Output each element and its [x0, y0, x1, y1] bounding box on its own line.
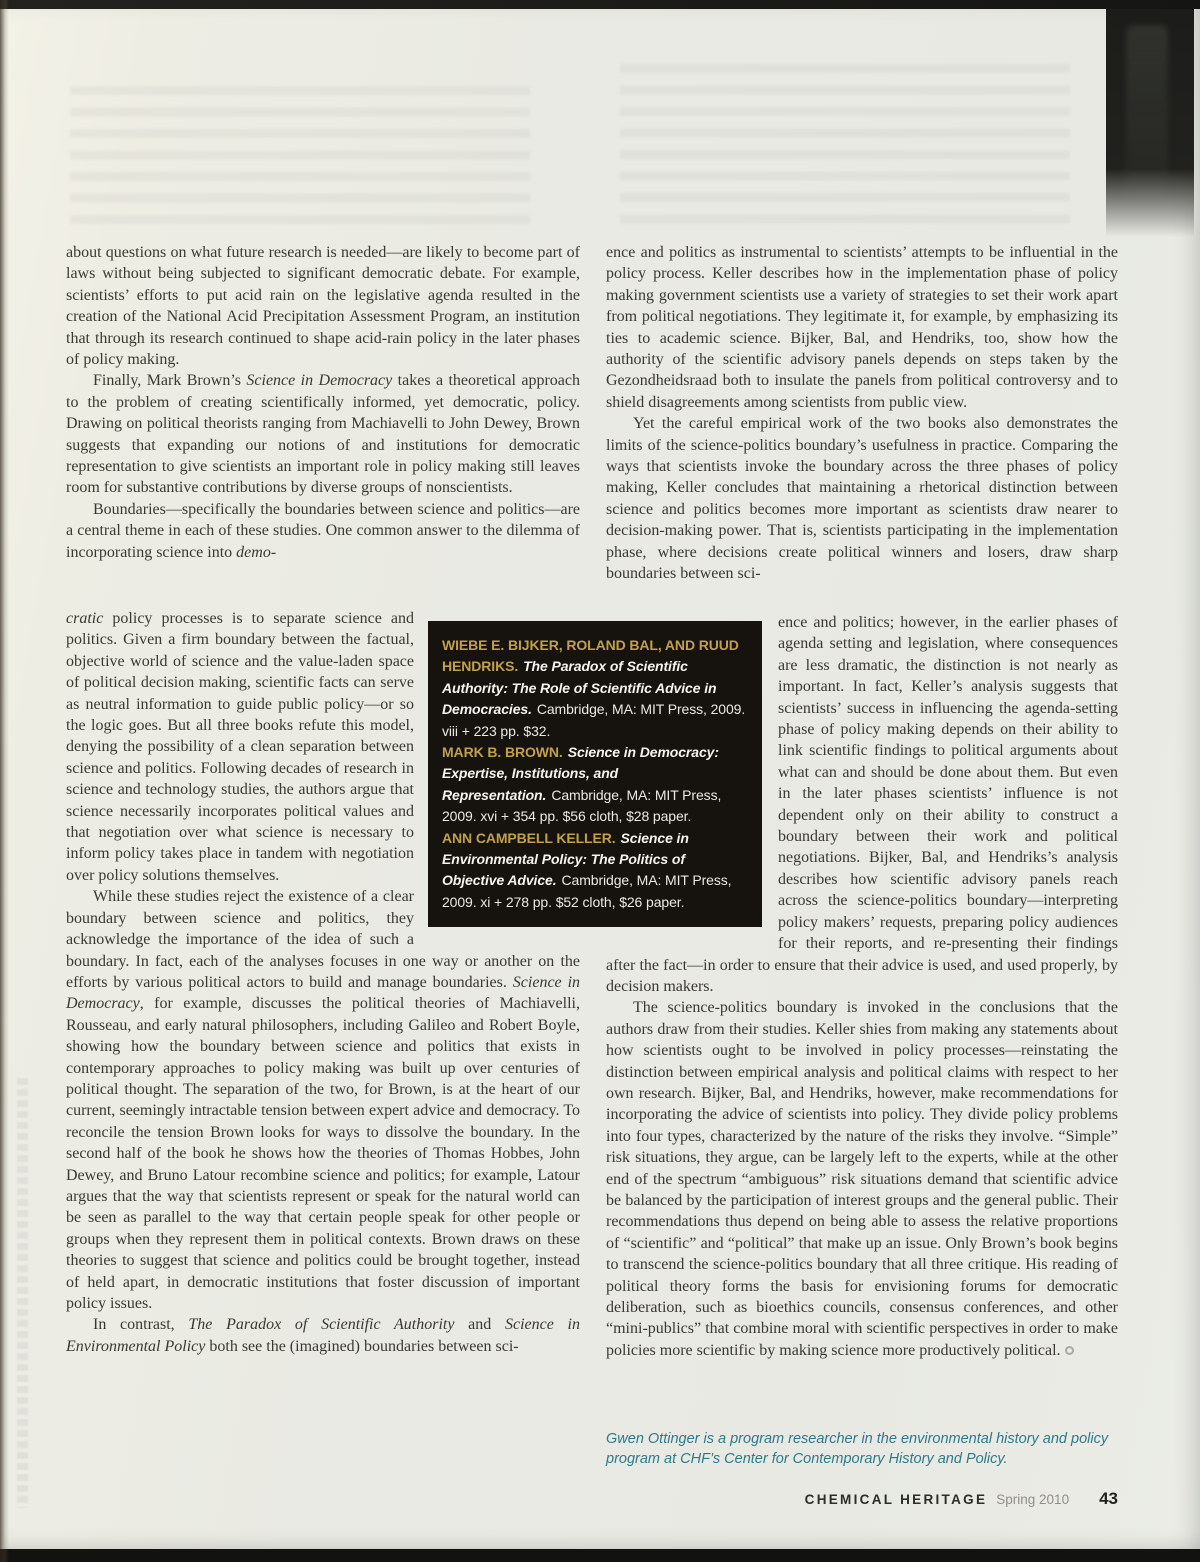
ghost-lettering — [1126, 25, 1168, 201]
book-title: Science in Environmental Policy: The Politics of Objective Advice. — [442, 829, 689, 889]
book-authors: MARK B. BROWN. — [442, 744, 563, 761]
paragraph: Yet the careful empirical work of the two books also demonstrates the limits of the science-politics boundary’s usefulness in practice. Comparing the ways that scientists invoke the boundary across the three phases of policy making, Keller concludes that maintaining a rhetorical distinction between science and politics becomes more important as scientists draw nearer to decision-making power. That is, scientists participating in the implementation phase, where decisions create political winners and losers, draw sharp boundaries between sci- — [606, 415, 1118, 583]
author-credit-text: Gwen Ottinger is a program researcher in the environmental history and policy program at CHF’s Center for Contemporary History and Policy. — [606, 1431, 1109, 1467]
paragraph: While these studies reject the existence of a clear boundary between science and politics, they acknowledge the importance of the idea of such a boundary. In fact, each of the analyses focuses in one way or another on the efforts by various political actors to build and manage boundaries. Science in Democracy, for example, discusses the political theories of Machiavelli, Rousseau, and early natural philosophers, including Galileo and Robert Boyle, showing how the boundary between science and politics that exists in contemporary approaches to policy making was built up over centuries of political thought. The separation of the two, for Brown, is at the heart of our current, seemingly intractable tension between expert advice and democracy. To reconcile the tension Brown looks for ways to dissolve the boundary. In the second half of the book he shows how the theories of Thomas Hobbes, John Dewey, and Bruno Latour recombine science and politics; for example, Latour argues that the way that scientists represent or speak for the natural world can be seen as parallel to the way that certain people speak for other people or groups when they represent them in political contexts. Brown draws on these theories to suggest that science and politics could be brought together, instead of held apart, in democratic institutions that foster discussion of important policy issues. — [66, 888, 581, 1312]
right-column-upper-block — [606, 242, 1118, 612]
adjacent-page-dark-band — [1106, 9, 1194, 237]
book-citation — [442, 635, 748, 742]
paragraph: cratic policy processes is to separate science and politics. Given a firm boundary between the factual, objective world of science and the value-laden space of political decision making, scientific facts can serve as neutral information to guide public policy—or so the logic goes. But all three books refute this model, denying the possibility of a clean separation between science and politics. Following decades of research in science and technology studies, the authors argue that science necessarily incorporates political values and that negotiation over what science is necessary to inform policy takes place in tandem with negotiation over policy solutions themselves. — [66, 610, 414, 884]
paragraph: Finally, Mark Brown’s Science in Democracy takes a theoretical approach to the problem of creating scientifically informed, yet democratic, policy. Drawing on political theorists ranging from Machiavelli to John Dewey, Brown suggests that expanding our notions of and institutions for democratic representation to give scientists an important role in policy making still leaves room for substantive contributions by diverse groups of nonscientists. — [66, 372, 581, 497]
magazine-name: CHEMICAL HERITAGE — [804, 1492, 988, 1507]
left-column-upper-block — [66, 242, 580, 608]
paragraph: about questions on what future research is needed—are likely to become part of laws without being subjected to significant democratic debate. For example, scientists’ efforts to put acid rain on the legislative agenda resulted in the creation of the National Acid Precipitation Assessment Program, an institution that through its research continued to shape acid-rain policy in the later phases of policy making. — [66, 244, 580, 369]
scan-left-edge — [0, 0, 9, 1562]
book-title: The Paradox of Scientific Authority: The Role of Scientific Advice in Democracies. — [442, 658, 717, 718]
issue-label: Spring 2010 — [996, 1492, 1070, 1507]
show-through-text-left — [70, 86, 530, 226]
show-through-text-right — [620, 64, 1070, 224]
book-publication-details: Cambridge, MA: MIT Press, 2009. viii + 223 pp. $32. — [442, 701, 746, 739]
book-publication-details: Cambridge, MA: MIT Press, 2009. xi + 278 pp. $52 cloth, $26 paper. — [442, 872, 732, 910]
paragraph: ence and politics as instrumental to scientists’ attempts to be influential in the policy process. Keller describes how in the implementation phase of policy making government scientists use a variety of strategies to set their work apart from political negotiations. They legitimate it, for example, by emphasizing its ties to academic science. Bijker, Bal, and Hendriks, too, show how the authority of the scientific advisory panels depends on steps taken by the Gezondheidsraad both to insulate the panels from political controversy and to shield disagreements among scientists from public view. — [606, 244, 1118, 411]
paragraph: Boundaries—specifically the boundaries between science and politics—are a central theme in each of these studies. One common answer to the dilemma of incorporating science into demo- — [66, 500, 580, 561]
paragraph — [606, 997, 1118, 1361]
paragraph: ence and politics; however, in the earlier phases of agenda setting and legislation, where consequences are less dramatic, the distinction is not nearly as important. In fact, Keller’s analysis suggests that scientists’ success in influencing the agenda-setting phase of policy making depends on their ability to link scientific findings to political arguments about what can and should be done about them. But even in the later phases scientists’ influence is not dependent only on their ability to construct a boundary between their work and political negotiations. Bijker, Bal, and Hendriks’s analysis describes how scientific advisory panels reach across the science-politics boundary—interpreting policy makers’ requests, preparing policy audiences for their reports, and re-presenting their findings after the fact—in order to ensure that their advice is used, and used properly, by decision makers. — [606, 614, 1118, 995]
book-authors: ANN CAMPBELL KELLER. — [442, 829, 616, 846]
book-review-box — [428, 621, 762, 927]
author-credit — [606, 1429, 1120, 1469]
book-citation — [442, 828, 748, 914]
book-title: Science in Democracy: Expertise, Institutions, and Representation. — [442, 744, 719, 803]
end-of-article-icon — [1065, 1346, 1074, 1355]
page-footer — [606, 1489, 1118, 1509]
book-citation — [442, 742, 748, 828]
show-through-margin-text — [17, 1078, 28, 1508]
book-publication-details: Cambridge, MA: MIT Press, 2009. xvi + 354 pp. $56 cloth, $28 paper. — [442, 786, 722, 825]
paragraph-text: The science-politics boundary is invoked in the conclusions that the authors draw from their studies. Keller shies from making any statements about how scientists ought to be involved in policy processes—reinstating the distinction between empirical analysis and political claims with respect to her own research. Bijker, Bal, and Hendriks, however, make recommendations for incorporating the advice of scientists into policy. They divide policy problems into four types, characterized by the nature of the risks they involve. “Simple” risk situations, they argue, can be largely left to the experts, while at the other end of the spectrum “ambiguous” risk situations demand that scientific advice be balanced by the participation of interest groups and the general public. Their recommendations thus depend on being able to assess the relative proportions of “scientific” and “political” that make up an issue. Only Brown’s book begins to transcend the science-politics boundary that all three critique. His reading of political theory forms the basis for envisioning forums for democratic deliberation, such as bioethics councils, consensus conferences, and other “mini-publics” that combine moral with scientific perspectives in order to make policies more scientific by making science more productively political. — [606, 999, 1118, 1359]
book-authors: WIEBE E. BIJKER, ROLAND BAL, AND RUUD HENDRIKS. — [442, 637, 739, 675]
scan-top-edge — [0, 0, 1200, 9]
paragraph: In contrast, The Paradox of Scientific Authority and Science in Environmental Policy both see the (imagined) boundaries between sci- — [66, 1316, 581, 1355]
page-number: 43 — [1099, 1489, 1118, 1508]
scan-bottom-edge — [0, 1549, 1200, 1562]
